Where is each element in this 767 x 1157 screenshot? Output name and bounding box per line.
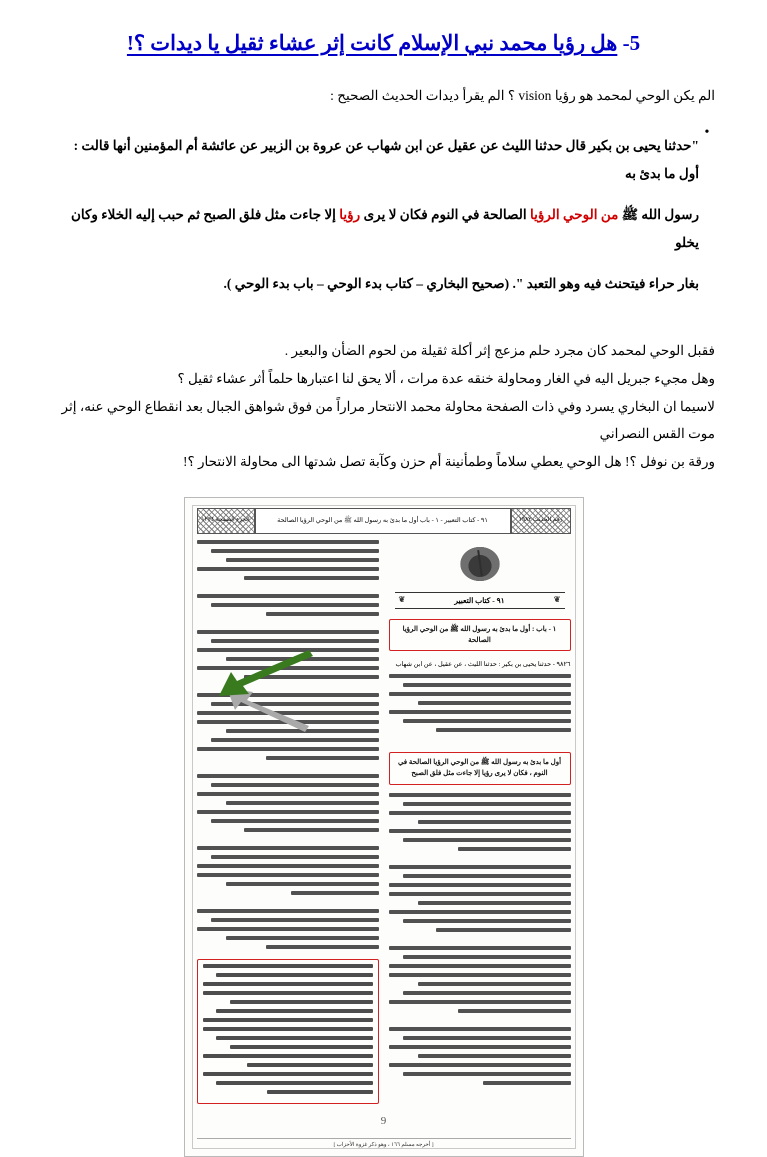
scan-chapter-heading: ❦ ٩١ - كتاب التعبير ❦ <box>395 592 565 609</box>
scan-highlight-box-1 <box>389 619 571 651</box>
commentary-line-3: لاسيما ان البخاري يسرد وفي ذات الصفحة محاولة محمد الانتحار مراراً من فوق شواهق الجبال بعد انقطاع الوحي عنه، إثر موت القس النصراني <box>61 398 715 441</box>
hadith-highlight-1: من الوحي الرؤيا <box>529 206 619 222</box>
scan-header-middle: ٩١ - كتاب التعبير - ١ - باب أول ما بدئ به رسول الله ﷺ من الوحي الرؤيا الصالحة <box>255 508 511 534</box>
commentary-line-4: ورقة بن نوفل ؟! هل الوحي يعطي سلاماً وطمأنينة أم حزن وكآبة تصل شدتها الى محاولة الانتحار ؟! <box>182 453 715 469</box>
title-number: 5- <box>622 31 641 55</box>
scan-highlight-box-1-text: ١ - باب : أول ما بدئ به رسول الله ﷺ من الوحي الرؤيا الصالحة <box>402 624 557 645</box>
scanned-page <box>184 497 584 1157</box>
bullet-icon: • <box>704 124 710 140</box>
hadith-quote-block <box>52 119 715 311</box>
scan-highlight-box-2 <box>389 752 571 784</box>
hadith-highlight-2: رؤيا <box>339 206 361 222</box>
scan-hadith-number-line: ٩٨٢٦ - حدثنا يحيى بن بكير : حدثنا الليث ، عن عقيل ، عن ابن شهاب <box>395 661 571 669</box>
scan-columns <box>197 540 571 1130</box>
scan-column-left <box>197 540 379 1130</box>
scan-header-right: رقم الحديث ١٩٨٢ <box>511 508 571 534</box>
scanned-page-figure <box>184 497 584 1157</box>
page-number: 9 <box>380 1115 387 1127</box>
hadith-line-3: بغار حراء فيتحنث فيه وهو التعبد ". (صحيح البخاري – كتاب بدء الوحي – باب بدء الوحي ). <box>223 275 699 291</box>
intro-line: الم يكن الوحي لمحمد هو رؤيا vision ؟ الم يقرأ ديدات الحديث الصحيح : <box>330 87 715 103</box>
scan-highlight-box-2-text: أول ما بدئ به رسول الله ﷺ من الوحي الرؤيا الصالحة في النوم ، فكان لا يرى رؤيا إلا جاءت مثل فلق الصبح <box>397 758 562 778</box>
calligraphy-medallion-icon <box>457 544 503 584</box>
scan-header-left: الجزء الصفحة ١٢٣٤ <box>197 508 255 534</box>
scan-header <box>197 508 571 534</box>
hadith-line-1: "حدثنا يحيى بن بكير قال حدثنا الليث عن عقيل عن ابن شهاب عن عروة بن الزبير عن عائشة أم المؤمنين أنها قالت : أول ما بدئ به <box>73 138 699 181</box>
document-page <box>0 28 767 1147</box>
scan-footnote: [ أخرجه مسلم ١٦٦ ، وهو ذكر غزوة الأحزاب ] <box>197 1138 571 1148</box>
hadith-line-2-c: إلا جاءت مثل فلق الصبح ثم حبب إليه الخلاء وكان يخلو <box>70 206 699 250</box>
hadith-line-2-a: رسول الله ﷺ <box>618 206 699 222</box>
scan-highlight-box-3 <box>197 959 379 1104</box>
commentary-block <box>52 337 715 475</box>
hadith-line-2 <box>52 201 699 256</box>
hadith-quote-text <box>52 119 699 311</box>
page-title <box>52 28 715 60</box>
commentary-line-1: فقبل الوحي لمحمد كان مجرد حلم مزعج إثر أكلة ثقيلة من لحوم الضأن والبعير . <box>284 342 715 358</box>
title-text: هل رؤيا محمد نبي الإسلام كانت إثر عشاء ثقيل يا ديدات ؟! <box>126 31 618 55</box>
hadith-line-2-b: الصالحة في النوم فكان لا يرى <box>360 206 530 222</box>
scan-column-right <box>389 540 571 1130</box>
commentary-line-2: وهل مجيء جبريل اليه في الغار ومحاولة خنقه عدة مرات ، ألا يحق لنا اعتبارها حلماً أثر عشاء ثقيل ؟ <box>177 370 715 386</box>
intro-block <box>52 82 715 109</box>
